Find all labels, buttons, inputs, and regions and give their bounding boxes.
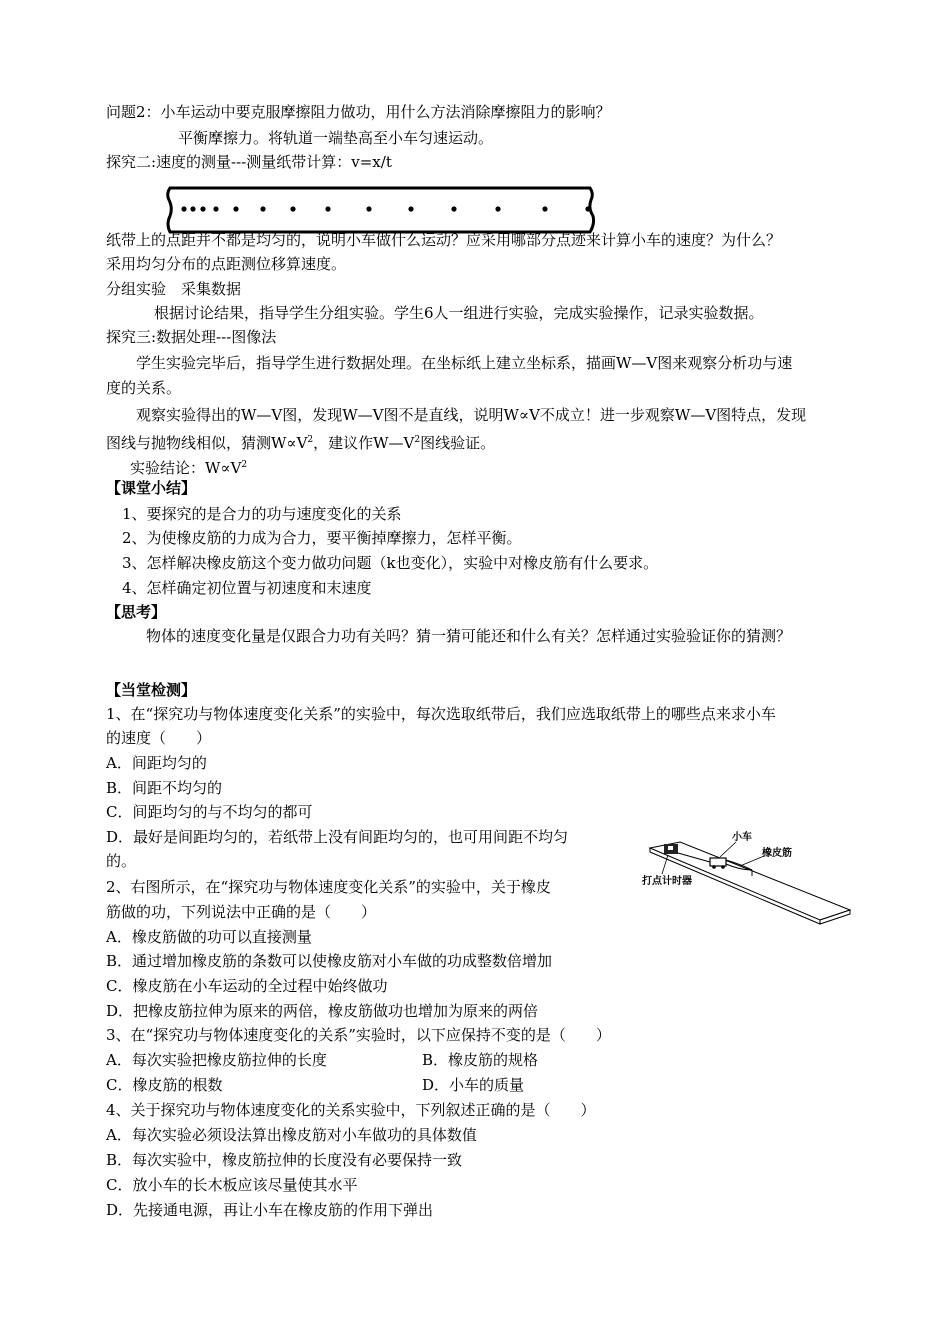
paragraph-1-line-1: 学生实验完毕后，指导学生进行数据处理。在坐标纸上建立坐标系，描画W—V图来观察分析功与速 — [136, 354, 793, 372]
q3-option-a: A．每次实验把橡皮筋拉伸的长度 — [106, 1051, 327, 1069]
q2-option-c: C．橡皮筋在小车运动的全过程中始终做功 — [106, 977, 388, 995]
summary-item: 1、要探究的是合力的功与速度变化的关系 — [122, 505, 402, 523]
q2-option-a: A．橡皮筋做的功可以直接测量 — [106, 928, 312, 946]
q2-option-d: D．把橡皮筋拉伸为原来的两倍，橡皮筋做功也增加为原来的两倍 — [106, 1002, 539, 1020]
q2-option-b: B．通过增加橡皮筋的条数可以使橡皮筋对小车做的功成整数倍增加 — [106, 952, 553, 970]
apparatus-figure — [640, 826, 855, 930]
q2-line-2: 筋做的功，下列说法中正确的是（ ） — [106, 903, 377, 921]
q1-option-d-line-1: D．最好是间距均匀的，若纸带上没有间距均匀的，也可用间距不均匀 — [106, 828, 569, 846]
q4-option-c: C．放小车的长木板应该尽量使其水平 — [106, 1176, 358, 1194]
group-experiment-text: 根据讨论结果，指导学生分组实验。学生6人一组进行实验，完成实验操作，记录实验数据。 — [154, 304, 764, 322]
summary-item: 4、怎样确定初位置与初速度和末速度 — [122, 579, 372, 597]
q1-option-d-line-2: 的。 — [106, 852, 137, 870]
q3-option-d: D．小车的质量 — [422, 1076, 525, 1094]
group-experiment-title: 分组实验 采集数据 — [106, 280, 242, 298]
q4-option-d: D．先接通电源，再让小车在橡皮筋的作用下弹出 — [106, 1201, 434, 1219]
part-3-title: 探究三:数据处理---图像法 — [106, 328, 277, 346]
q1-line-2: 的速度（ ） — [106, 729, 212, 747]
question-2: 问题2：小车运动中要克服摩擦阻力做功，用什么方法消除摩擦阻力的影响？ — [106, 103, 611, 121]
q3-line-1: 3、在“探究功与物体速度变化的关系”实验时，以下应保持不变的是（ ） — [106, 1026, 611, 1044]
q4-option-b: B．每次实验中，橡皮筋拉伸的长度没有必要保持一致 — [106, 1151, 463, 1169]
test-title: 【当堂检测】 — [106, 681, 197, 699]
summary-item: 2、为使橡皮筋的力成为合力，要平衡掉摩擦力，怎样平衡。 — [122, 529, 522, 547]
tape-answer: 采用均匀分布的点距测位移算速度。 — [106, 255, 347, 273]
paragraph-2-line-1: 观察实验得出的W—V图，发现W—V图不是直线，说明W∝V不成立！进一步观察W—V图特点，发现 — [136, 406, 807, 424]
paragraph-1-line-2: 度的关系。 — [106, 379, 182, 397]
summary-item: 3、怎样解决橡皮筋这个变力做功问题（k也变化），实验中对橡皮筋有什么要求。 — [122, 554, 659, 572]
q1-option-b: B．间距不均匀的 — [106, 779, 223, 797]
q1-option-c: C．间距均匀的与不均匀的都可 — [106, 803, 313, 821]
q4-option-a: A．每次实验必须设法算出橡皮筋对小车做功的具体数值 — [106, 1126, 477, 1144]
tape-question: 纸带上的点距并不都是均匀的，说明小车做什么运动？应采用哪部分点迹来计算小车的速度？为什么？ — [106, 231, 782, 249]
q3-option-c: C．橡皮筋的根数 — [106, 1076, 223, 1094]
summary-title: 【课堂小结】 — [106, 479, 197, 497]
thinking-title: 【思考】 — [106, 603, 167, 621]
part-2-title: 探究二:速度的测量---测量纸带计算：v=x/t — [106, 153, 392, 171]
timer-label: 打点计时器 — [642, 876, 692, 887]
q1-option-a: A．间距均匀的 — [106, 754, 207, 772]
q2-line-1: 2、右图所示，在“探究功与物体速度变化关系”的实验中，关于橡皮 — [106, 878, 551, 896]
q1-line-1: 1、在“探究功与物体速度变化关系”的实验中，每次选取纸带后，我们应选取纸带上的哪些点来求小车 — [106, 705, 776, 723]
experiment-conclusion: 实验结论：$W\propto V^2$ — [130, 459, 248, 477]
thinking-text: 物体的速度变化量是仅跟合力功有关吗？猜一猜可能还和什么有关？怎样通过实验验证你的猜测？ — [146, 627, 792, 645]
q4-line-1: 4、关于探究功与物体速度变化的关系实验中，下列叙述正确的是（ ） — [106, 1101, 596, 1119]
car-label: 小车 — [732, 832, 752, 843]
paragraph-2-line-2: 图线与抛物线相似，猜测$W\propto V^2$，建议作$W—V^2$图线验证。 — [106, 434, 496, 452]
question-2-answer: 平衡摩擦力。将轨道一端垫高至小车匀速运动。 — [178, 129, 494, 147]
rubber-band-label: 橡皮筋 — [762, 848, 792, 859]
q3-option-b: B．橡皮筋的规格 — [422, 1051, 539, 1069]
